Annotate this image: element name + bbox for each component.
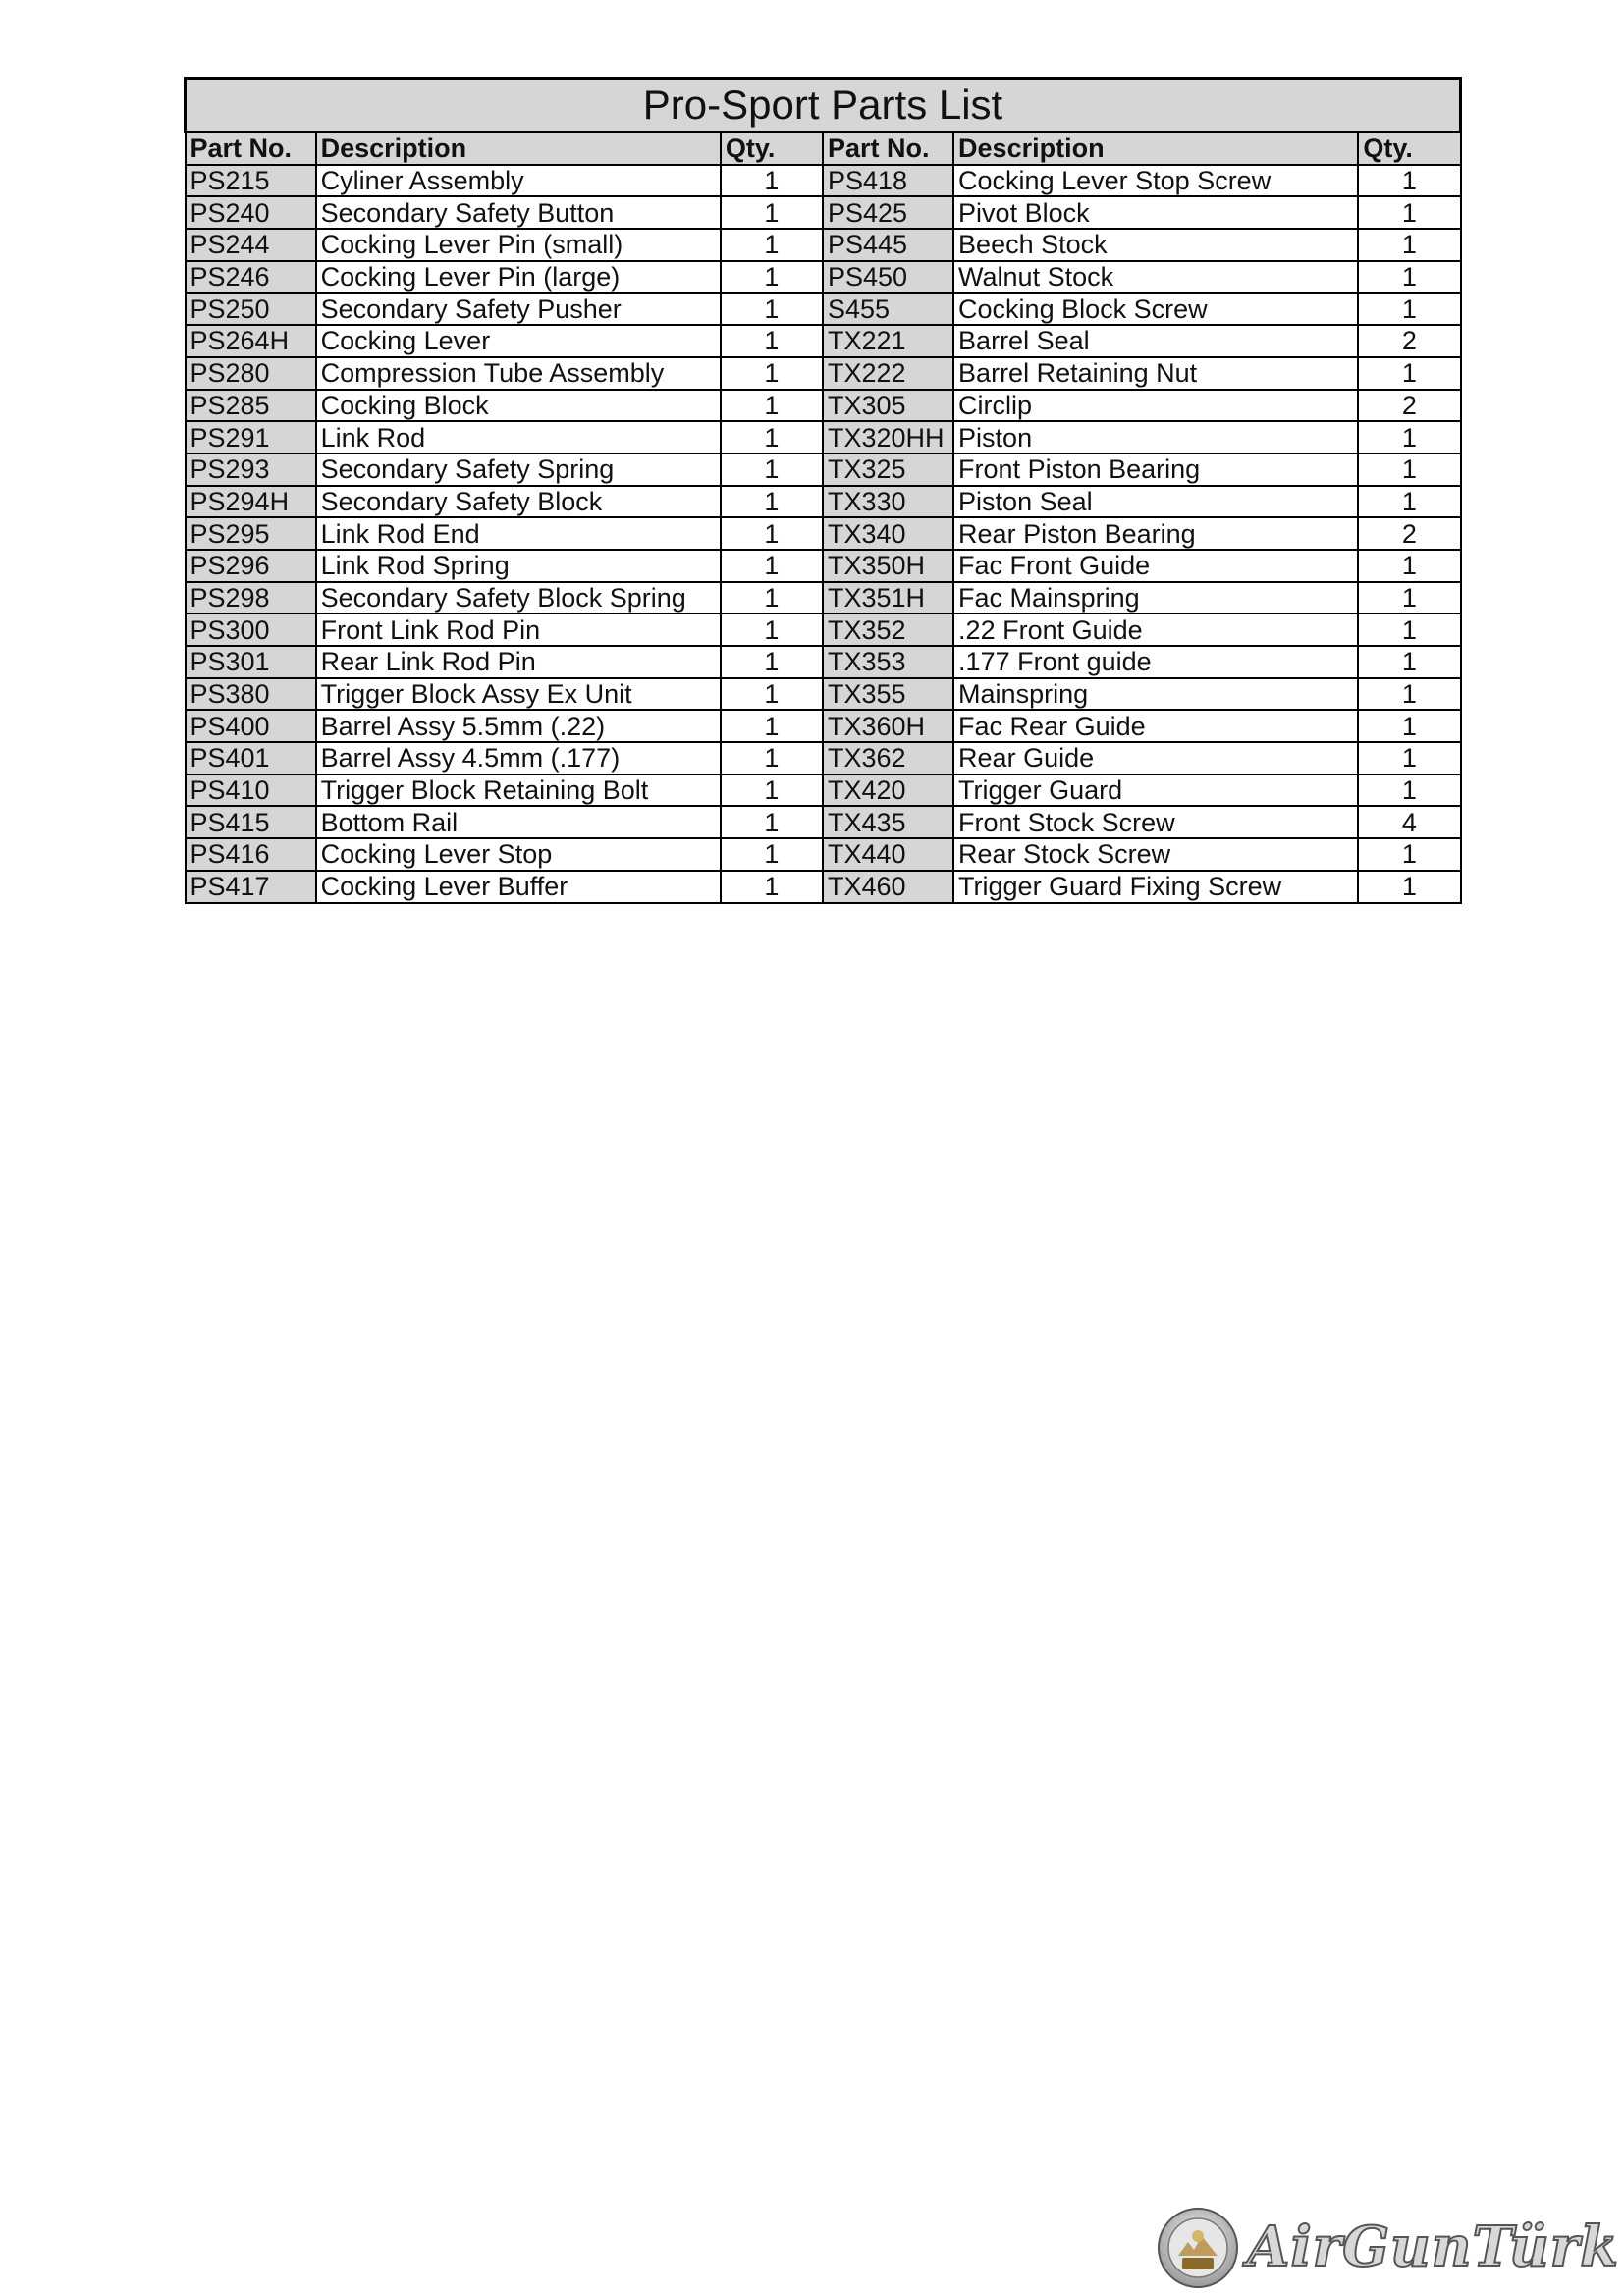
left-part-number-cell: PS264H: [186, 325, 316, 357]
header-row: [186, 133, 1461, 165]
right-part-number-cell: TX330: [823, 486, 953, 518]
right-description-cell: Piston Seal: [953, 486, 1358, 518]
right-part-number-cell: TX221: [823, 325, 953, 357]
right-quantity-cell: 2: [1358, 517, 1460, 550]
left-quantity-cell: 1: [721, 582, 823, 614]
left-part-number-cell: PS295: [186, 517, 316, 550]
right-quantity-cell: 1: [1358, 742, 1460, 774]
table-row: [186, 871, 1461, 903]
right-part-number-cell: TX325: [823, 454, 953, 486]
left-description-cell: Front Link Rod Pin: [316, 614, 721, 646]
right-quantity-cell: 4: [1358, 806, 1460, 838]
left-description-cell: Barrel Assy 4.5mm (.177): [316, 742, 721, 774]
right-description-cell: Walnut Stock: [953, 261, 1358, 294]
right-description-cell: Front Piston Bearing: [953, 454, 1358, 486]
table-row: [186, 774, 1461, 807]
right-description-cell: Rear Piston Bearing: [953, 517, 1358, 550]
right-description-cell: Pivot Block: [953, 196, 1358, 229]
table-row: [186, 390, 1461, 422]
airgunturk-logo: [1157, 2207, 1618, 2289]
right-part-number-cell: TX350H: [823, 550, 953, 582]
left-description-cell: Cocking Lever Pin (small): [316, 229, 721, 261]
left-description-cell: Rear Link Rod Pin: [316, 646, 721, 678]
right-quantity-cell: 1: [1358, 454, 1460, 486]
right-part-number-cell: PS418: [823, 165, 953, 197]
header-qty: Qty.: [1358, 133, 1460, 165]
left-description-cell: Trigger Block Assy Ex Unit: [316, 678, 721, 711]
left-quantity-cell: 1: [721, 454, 823, 486]
right-description-cell: .22 Front Guide: [953, 614, 1358, 646]
left-description-cell: Bottom Rail: [316, 806, 721, 838]
left-part-number-cell: PS415: [186, 806, 316, 838]
right-part-number-cell: TX222: [823, 357, 953, 390]
left-quantity-cell: 1: [721, 261, 823, 294]
table-row: [186, 517, 1461, 550]
left-part-number-cell: PS246: [186, 261, 316, 294]
left-description-cell: Compression Tube Assembly: [316, 357, 721, 390]
right-part-number-cell: TX352: [823, 614, 953, 646]
right-part-number-cell: TX362: [823, 742, 953, 774]
left-part-number-cell: PS285: [186, 390, 316, 422]
left-part-number-cell: PS250: [186, 293, 316, 325]
table-row: [186, 196, 1461, 229]
left-quantity-cell: 1: [721, 550, 823, 582]
left-quantity-cell: 1: [721, 871, 823, 903]
right-part-number-cell: TX420: [823, 774, 953, 807]
right-part-number-cell: TX353: [823, 646, 953, 678]
left-description-cell: Link Rod End: [316, 517, 721, 550]
right-quantity-cell: 1: [1358, 196, 1460, 229]
left-description-cell: Cocking Block: [316, 390, 721, 422]
table-row: [186, 454, 1461, 486]
logo-wordmark: AirGunTürk: [1247, 2215, 1620, 2279]
left-description-cell: Cocking Lever Buffer: [316, 871, 721, 903]
right-quantity-cell: 2: [1358, 390, 1460, 422]
left-part-number-cell: PS280: [186, 357, 316, 390]
table-row: [186, 710, 1461, 742]
left-quantity-cell: 1: [721, 357, 823, 390]
right-description-cell: Front Stock Screw: [953, 806, 1358, 838]
right-part-number-cell: TX340: [823, 517, 953, 550]
right-part-number-cell: TX305: [823, 390, 953, 422]
left-quantity-cell: 1: [721, 325, 823, 357]
left-description-cell: Secondary Safety Spring: [316, 454, 721, 486]
left-quantity-cell: 1: [721, 390, 823, 422]
left-description-cell: Cyliner Assembly: [316, 165, 721, 197]
right-description-cell: .177 Front guide: [953, 646, 1358, 678]
right-part-number-cell: TX460: [823, 871, 953, 903]
agt-seal-icon: [1157, 2207, 1239, 2289]
left-quantity-cell: 1: [721, 774, 823, 807]
left-description-cell: Secondary Safety Block Spring: [316, 582, 721, 614]
left-quantity-cell: 1: [721, 196, 823, 229]
left-part-number-cell: PS293: [186, 454, 316, 486]
table-row: [186, 486, 1461, 518]
right-quantity-cell: 1: [1358, 774, 1460, 807]
left-quantity-cell: 1: [721, 293, 823, 325]
left-description-cell: Link Rod: [316, 421, 721, 454]
right-part-number-cell: TX435: [823, 806, 953, 838]
left-quantity-cell: 1: [721, 742, 823, 774]
right-description-cell: Beech Stock: [953, 229, 1358, 261]
right-description-cell: Fac Front Guide: [953, 550, 1358, 582]
left-description-cell: Barrel Assy 5.5mm (.22): [316, 710, 721, 742]
table-row: [186, 646, 1461, 678]
parts-table-body: [186, 165, 1461, 903]
right-quantity-cell: 1: [1358, 614, 1460, 646]
left-description-cell: Link Rod Spring: [316, 550, 721, 582]
right-part-number-cell: PS425: [823, 196, 953, 229]
right-description-cell: Barrel Retaining Nut: [953, 357, 1358, 390]
table-row: [186, 325, 1461, 357]
right-quantity-cell: 1: [1358, 550, 1460, 582]
right-description-cell: Mainspring: [953, 678, 1358, 711]
table-row: [186, 261, 1461, 294]
right-part-number-cell: TX440: [823, 838, 953, 871]
left-part-number-cell: PS291: [186, 421, 316, 454]
left-part-number-cell: PS380: [186, 678, 316, 711]
right-quantity-cell: 1: [1358, 486, 1460, 518]
right-description-cell: Rear Stock Screw: [953, 838, 1358, 871]
table-row: [186, 582, 1461, 614]
parts-list-table: [184, 77, 1462, 904]
right-description-cell: Piston: [953, 421, 1358, 454]
left-description-cell: Secondary Safety Button: [316, 196, 721, 229]
left-quantity-cell: 1: [721, 710, 823, 742]
left-description-cell: Secondary Safety Pusher: [316, 293, 721, 325]
right-description-cell: Rear Guide: [953, 742, 1358, 774]
left-part-number-cell: PS416: [186, 838, 316, 871]
title-row: [186, 79, 1461, 133]
right-quantity-cell: 1: [1358, 582, 1460, 614]
right-part-number-cell: TX360H: [823, 710, 953, 742]
left-part-number-cell: PS294H: [186, 486, 316, 518]
left-quantity-cell: 1: [721, 614, 823, 646]
right-part-number-cell: TX355: [823, 678, 953, 711]
left-part-number-cell: PS298: [186, 582, 316, 614]
left-quantity-cell: 1: [721, 646, 823, 678]
right-description-cell: Fac Rear Guide: [953, 710, 1358, 742]
right-description-cell: Cocking Block Screw: [953, 293, 1358, 325]
left-description-cell: Cocking Lever Stop: [316, 838, 721, 871]
table-row: [186, 614, 1461, 646]
left-part-number-cell: PS296: [186, 550, 316, 582]
right-description-cell: Circlip: [953, 390, 1358, 422]
header-description: Description: [316, 133, 721, 165]
left-part-number-cell: PS417: [186, 871, 316, 903]
header-description: Description: [953, 133, 1358, 165]
left-quantity-cell: 1: [721, 486, 823, 518]
right-description-cell: Barrel Seal: [953, 325, 1358, 357]
left-quantity-cell: 1: [721, 421, 823, 454]
table-row: [186, 293, 1461, 325]
header-part-no: Part No.: [186, 133, 316, 165]
right-description-cell: Cocking Lever Stop Screw: [953, 165, 1358, 197]
left-part-number-cell: PS215: [186, 165, 316, 197]
left-part-number-cell: PS300: [186, 614, 316, 646]
left-part-number-cell: PS401: [186, 742, 316, 774]
right-quantity-cell: 1: [1358, 165, 1460, 197]
left-quantity-cell: 1: [721, 165, 823, 197]
left-part-number-cell: PS244: [186, 229, 316, 261]
table-row: [186, 678, 1461, 711]
left-description-cell: Cocking Lever Pin (large): [316, 261, 721, 294]
table-row: [186, 742, 1461, 774]
right-quantity-cell: 1: [1358, 421, 1460, 454]
left-description-cell: Cocking Lever: [316, 325, 721, 357]
right-quantity-cell: 1: [1358, 710, 1460, 742]
table-row: [186, 838, 1461, 871]
right-part-number-cell: TX351H: [823, 582, 953, 614]
right-part-number-cell: PS450: [823, 261, 953, 294]
right-quantity-cell: 1: [1358, 871, 1460, 903]
right-quantity-cell: 1: [1358, 293, 1460, 325]
left-quantity-cell: 1: [721, 517, 823, 550]
right-quantity-cell: 1: [1358, 229, 1460, 261]
right-quantity-cell: 1: [1358, 261, 1460, 294]
right-quantity-cell: 1: [1358, 357, 1460, 390]
table-row: [186, 806, 1461, 838]
left-part-number-cell: PS410: [186, 774, 316, 807]
right-quantity-cell: 1: [1358, 646, 1460, 678]
left-description-cell: Trigger Block Retaining Bolt: [316, 774, 721, 807]
left-description-cell: Secondary Safety Block: [316, 486, 721, 518]
table-title: Pro-Sport Parts List: [186, 79, 1461, 133]
table-row: [186, 550, 1461, 582]
left-part-number-cell: PS240: [186, 196, 316, 229]
left-quantity-cell: 1: [721, 678, 823, 711]
right-part-number-cell: TX320HH: [823, 421, 953, 454]
right-quantity-cell: 2: [1358, 325, 1460, 357]
left-part-number-cell: PS301: [186, 646, 316, 678]
left-quantity-cell: 1: [721, 229, 823, 261]
right-part-number-cell: S455: [823, 293, 953, 325]
table-row: [186, 229, 1461, 261]
right-quantity-cell: 1: [1358, 678, 1460, 711]
right-part-number-cell: PS445: [823, 229, 953, 261]
right-description-cell: Fac Mainspring: [953, 582, 1358, 614]
header-part-no: Part No.: [823, 133, 953, 165]
table-row: [186, 421, 1461, 454]
header-qty: Qty.: [721, 133, 823, 165]
right-quantity-cell: 1: [1358, 838, 1460, 871]
left-part-number-cell: PS400: [186, 710, 316, 742]
table-row: [186, 165, 1461, 197]
right-description-cell: Trigger Guard: [953, 774, 1358, 807]
right-description-cell: Trigger Guard Fixing Screw: [953, 871, 1358, 903]
table-row: [186, 357, 1461, 390]
left-quantity-cell: 1: [721, 838, 823, 871]
left-quantity-cell: 1: [721, 806, 823, 838]
